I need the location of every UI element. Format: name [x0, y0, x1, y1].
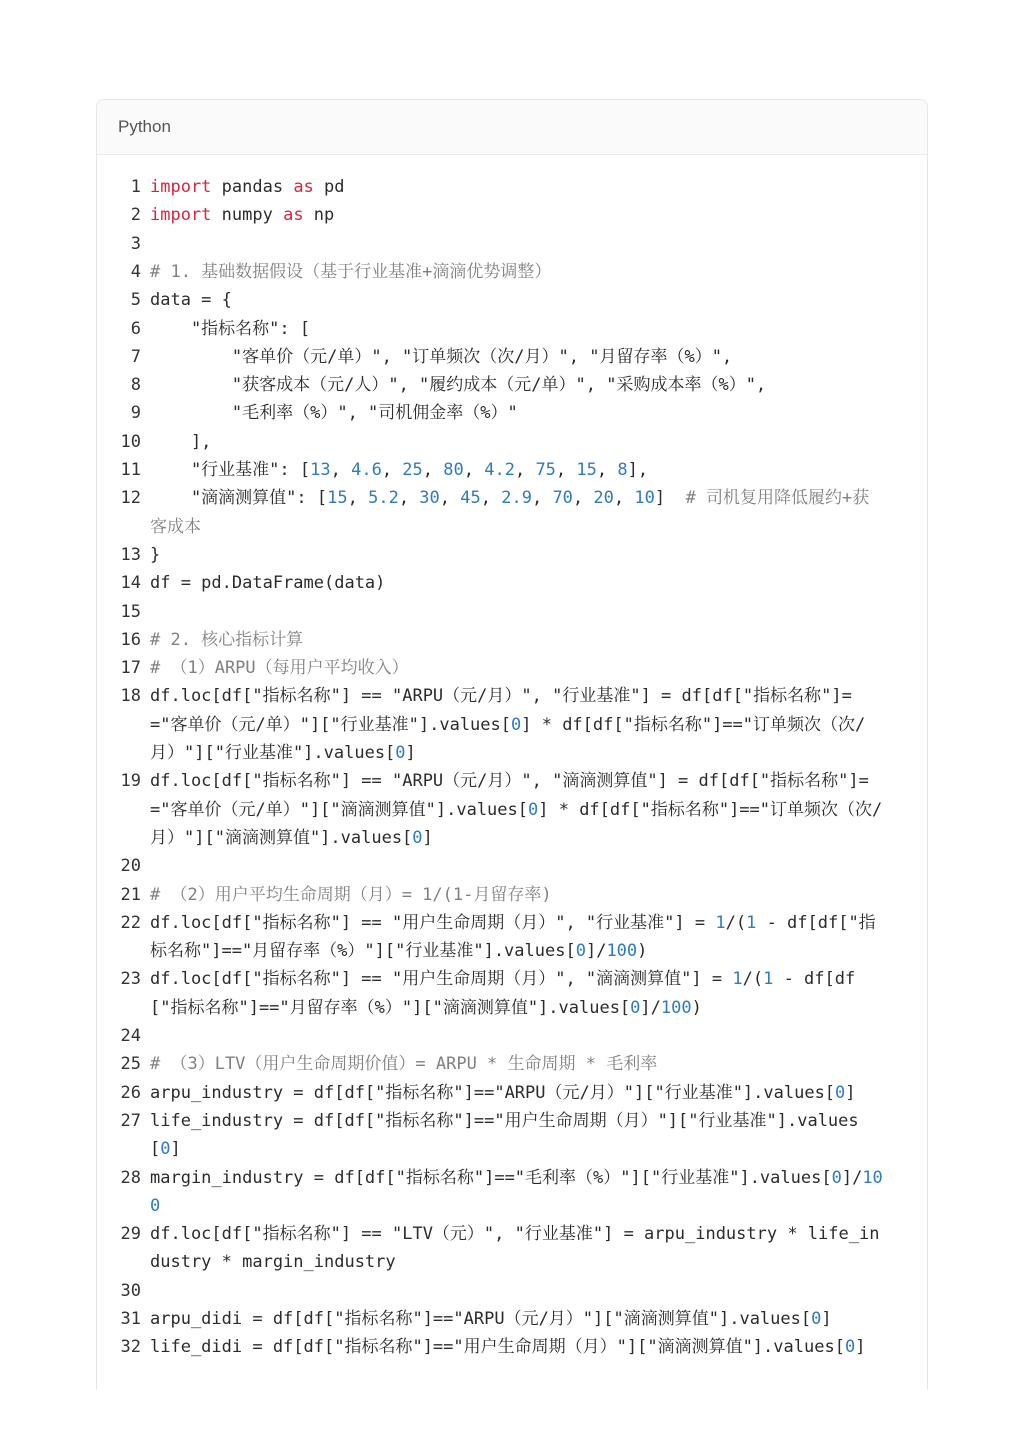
code-line: [97, 541, 927, 569]
text-token: ,: [422, 460, 444, 480]
text-token: ] * df[df["指标名称"]=="订单频次（次/: [521, 714, 866, 735]
code-text: [150, 1135, 181, 1163]
line-number: 19: [120, 771, 141, 792]
number-token: 13: [310, 460, 331, 480]
number-token: 100: [606, 941, 638, 962]
text-token: df.loc[df["指标名称"] == "用户生命周期（月）", "行业基准"] =: [150, 912, 716, 933]
line-number: 24: [120, 1026, 141, 1046]
line-number: 29: [120, 1224, 141, 1245]
number-token: 10: [634, 488, 655, 509]
number-token: 4.2: [484, 460, 515, 480]
text-token: - df[df["指: [756, 912, 876, 933]
number-token: 20: [593, 488, 614, 509]
code-line: [97, 201, 927, 229]
line-number: 23: [120, 969, 141, 990]
code-line: [97, 1333, 927, 1361]
text-token: df.loc[df["指标名称"] == "ARPU（元/月）", "行业基准"] = df[df["指标名称"]=: [150, 686, 852, 707]
text-token: ,: [439, 488, 461, 509]
number-token: 1: [715, 912, 726, 933]
code-text: [150, 513, 201, 541]
number-token: 0: [835, 1082, 846, 1103]
code-text: [150, 654, 409, 682]
line-number: 9: [130, 403, 141, 424]
line-number: 26: [120, 1082, 141, 1103]
number-token: 8: [617, 460, 628, 480]
code-text: [150, 1050, 657, 1078]
code-text: [150, 484, 869, 512]
code-text: [150, 824, 433, 852]
code-line: [97, 173, 927, 201]
number-token: 15: [576, 460, 597, 480]
comment-token: 客成本: [150, 516, 201, 537]
code-line: [97, 1079, 927, 1107]
number-token: 0: [528, 799, 539, 820]
line-number: 5: [130, 290, 141, 311]
code-line: [97, 881, 927, 909]
text-token: ]/: [585, 941, 607, 962]
line-number: 8: [130, 375, 141, 396]
code-line: [97, 371, 927, 399]
code-text: [150, 428, 211, 456]
text-token: 月）"]["行业基准"].values[: [150, 742, 396, 763]
code-text: [150, 739, 416, 767]
code-text: [150, 1107, 859, 1135]
line-number: 13: [120, 544, 141, 565]
code-text: [150, 1305, 832, 1333]
text-token: np: [303, 205, 335, 226]
number-token: 70: [552, 488, 573, 509]
text-token: ]: [845, 1082, 856, 1103]
line-number: 32: [120, 1337, 141, 1358]
text-token: df.loc[df["指标名称"] == "用户生命周期（月）", "滴滴测算值"] =: [150, 969, 733, 990]
number-token: 80: [443, 460, 464, 480]
text-token: ,: [613, 488, 635, 509]
code-line: [97, 1277, 927, 1305]
comment-token: # 2. 核心指标计算: [150, 629, 304, 650]
text-token: ,: [480, 488, 502, 509]
text-token: arpu_didi = df[df["指标名称"]=="ARPU（元/月）"]["滴滴测算值"].values[: [150, 1309, 812, 1329]
code-text: [150, 682, 852, 710]
text-token: ]: [170, 1139, 181, 1160]
code-line: [97, 428, 927, 456]
text-token: ],: [150, 431, 212, 452]
code-line: [97, 1220, 927, 1277]
code-text: [150, 258, 551, 286]
line-number: 11: [120, 460, 141, 480]
code-line: [97, 1164, 927, 1221]
code-line: [97, 399, 927, 427]
code-line: [97, 1107, 927, 1164]
code-line: [97, 286, 927, 314]
code-text: [150, 1220, 879, 1248]
number-token: 100: [660, 997, 692, 1018]
text-token: dustry * margin_industry: [150, 1252, 396, 1273]
number-token: 4.6: [351, 460, 382, 480]
line-number: 15: [120, 601, 141, 622]
comment-token: # （3）LTV（用户生命周期价值）= ARPU * 生命周期 * 毛利率: [150, 1054, 658, 1075]
line-number: 25: [120, 1054, 141, 1075]
text-token: ,: [330, 460, 352, 480]
code-text: [150, 286, 232, 314]
text-token: 标名称"]=="月留存率（%）"]["行业基准"].values[: [150, 941, 576, 962]
line-number: 6: [130, 318, 141, 339]
text-token: ,: [347, 488, 369, 509]
text-token: ]: [855, 1337, 866, 1358]
code-line: [97, 1022, 927, 1050]
comment-token: # （1）ARPU（每用户平均收入）: [150, 658, 409, 679]
code-text: [150, 937, 647, 965]
code-text: [150, 371, 766, 399]
code-line: [97, 315, 927, 343]
text-token: margin_industry = df[df["指标名称"]=="毛利率（%）"]["行业基准"].values[: [150, 1167, 832, 1188]
text-token: "指标名称": [: [150, 318, 311, 339]
text-token: data = {: [150, 290, 232, 311]
code-text: [150, 1192, 160, 1220]
line-number: 20: [120, 856, 141, 877]
code-line: [97, 654, 927, 682]
number-token: 0: [412, 827, 423, 848]
code-line: [97, 1050, 927, 1078]
number-token: 0: [575, 941, 586, 962]
text-token: ]/: [841, 1167, 863, 1188]
keyword-token: as: [293, 177, 314, 197]
code-text: [150, 1164, 883, 1192]
code-line: [97, 484, 927, 541]
code-text: [150, 343, 732, 371]
text-token: ): [691, 997, 702, 1018]
number-token: 0: [395, 742, 406, 763]
code-text: [150, 626, 303, 654]
text-token: 月）"]["滴滴测算值"].values[: [150, 827, 413, 848]
number-token: 2.9: [501, 488, 532, 509]
number-token: 30: [419, 488, 440, 509]
text-token: "滴滴测算值": [: [150, 488, 328, 509]
keyword-token: import: [150, 177, 212, 197]
text-token: ="客单价（元/单）"]["滴滴测算值"].values[: [150, 799, 528, 820]
line-number: 4: [130, 261, 141, 282]
text-token: ]/: [640, 997, 661, 1018]
number-token: 1: [746, 912, 757, 933]
text-token: "客单价（元/单）", "订单频次（次/月）", "月留存率（%）",: [150, 346, 733, 367]
code-line: [97, 909, 927, 966]
text-token: "毛利率（%）", "司机佣金率（%）": [150, 403, 518, 424]
line-number: 16: [120, 629, 141, 650]
text-token: ]: [821, 1309, 832, 1329]
number-token: 0: [630, 997, 641, 1018]
line-number: 28: [120, 1167, 141, 1188]
code-text: [150, 315, 310, 343]
line-number: 7: [130, 346, 141, 367]
number-token: 0: [150, 1195, 161, 1216]
number-token: 0: [844, 1337, 856, 1358]
code-text: [150, 881, 552, 909]
number-token: 45: [460, 488, 481, 509]
text-token: ,: [463, 460, 485, 480]
code-line: [97, 258, 927, 286]
text-token: numpy: [211, 205, 284, 226]
text-token: ,: [514, 460, 536, 480]
text-token: ,: [555, 460, 577, 480]
code-text: [150, 541, 160, 569]
code-line: [97, 456, 927, 484]
comment-token: # 司机复用降低履约+获: [685, 488, 870, 509]
text-token: ] * df[df["指标名称"]=="订单频次（次/: [538, 799, 883, 820]
number-token: 5.2: [368, 488, 399, 509]
text-token: ): [637, 941, 648, 962]
text-token: ,: [572, 488, 594, 509]
line-number: 12: [120, 488, 141, 509]
text-token: ]: [654, 488, 686, 509]
number-token: 1: [732, 969, 743, 990]
text-token: }: [150, 544, 161, 565]
number-token: 10: [862, 1167, 883, 1188]
text-token: ,: [596, 460, 618, 480]
text-token: df.loc[df["指标名称"] == "ARPU（元/月）", "滴滴测算值"] = df[df["指标名称"]=: [150, 771, 869, 792]
code-line: [97, 852, 927, 880]
line-number: 2: [130, 205, 141, 226]
number-token: 1: [763, 969, 774, 990]
text-token: - df[df: [773, 969, 856, 990]
keyword-token: import: [150, 205, 212, 226]
code-block-header: [97, 100, 927, 155]
code-text: [150, 1333, 865, 1361]
text-token: "获客成本（元/人）", "履约成本（元/单）", "采购成本率（%）",: [150, 375, 767, 396]
text-token: df.loc[df["指标名称"] == "LTV（元）", "行业基准"] = arpu_industry * life_in: [150, 1224, 880, 1245]
text-token: ],: [627, 460, 649, 480]
line-number: 14: [120, 573, 141, 594]
number-token: 0: [811, 1309, 822, 1329]
code-line: [97, 626, 927, 654]
text-token: df = pd.DataFrame(data): [150, 573, 386, 594]
text-token: life_industry = df[df["指标名称"]=="用户生命周期（月）"]["行业基准"].values: [150, 1110, 859, 1131]
line-number: 22: [120, 912, 141, 933]
code-text: [150, 1079, 856, 1107]
line-number: 3: [130, 233, 141, 254]
text-token: ,: [398, 488, 420, 509]
text-token: ="客单价（元/单）"]["行业基准"].values[: [150, 714, 511, 735]
code-text: [150, 201, 334, 229]
text-token: ["指标名称"]=="月留存率（%）"]["滴滴测算值"].values[: [150, 997, 631, 1018]
code-text: [150, 994, 702, 1022]
code-text: [150, 456, 648, 484]
text-token: arpu_industry = df[df["指标名称"]=="ARPU（元/月）"]["行业基准"].values[: [150, 1082, 836, 1103]
line-number: 17: [120, 658, 141, 679]
code-text: [150, 399, 518, 427]
number-token: 0: [160, 1139, 171, 1160]
text-token: /(: [725, 912, 747, 933]
code-line: [97, 569, 927, 597]
line-number: 21: [120, 884, 141, 905]
code-text: [150, 796, 882, 824]
code-text: [150, 767, 869, 795]
keyword-token: as: [283, 205, 304, 226]
text-token: ,: [381, 460, 403, 480]
number-token: 75: [535, 460, 556, 480]
text-token: "行业基准": [: [150, 460, 311, 480]
text-token: pd: [313, 177, 345, 197]
line-number: 1: [130, 177, 141, 197]
code-text: [150, 909, 876, 937]
code-text: [150, 711, 865, 739]
code-line: [97, 767, 927, 852]
comment-token: # （2）用户平均生命周期（月）= 1/(1-月留存率): [150, 884, 552, 905]
code-line: [97, 230, 927, 258]
number-token: 15: [327, 488, 348, 509]
line-number: 10: [120, 431, 141, 452]
text-token: [: [150, 1139, 161, 1160]
number-token: 25: [402, 460, 423, 480]
code-line: [97, 682, 927, 767]
line-number: 27: [120, 1110, 141, 1131]
code-line: [97, 1305, 927, 1333]
comment-token: # 1. 基础数据假设（基于行业基准+滴滴优势调整）: [150, 261, 552, 282]
text-token: life_didi = df[df["指标名称"]=="用户生命周期（月）"]["滴滴测算值"].values[: [150, 1337, 845, 1358]
language-label: Python: [118, 117, 171, 136]
text-token: ]: [405, 742, 416, 763]
line-number: 31: [120, 1309, 141, 1329]
code-block: [96, 99, 928, 1390]
code-line: [97, 343, 927, 371]
code-line: [97, 598, 927, 626]
code-text: [150, 173, 345, 201]
text-token: pandas: [211, 177, 294, 197]
code-text: [150, 965, 855, 993]
text-token: ,: [531, 488, 553, 509]
code-line: [97, 965, 927, 1022]
code-text: [150, 569, 385, 597]
text-token: ]: [422, 827, 433, 848]
text-token: /(: [742, 969, 764, 990]
number-token: 0: [511, 714, 522, 735]
number-token: 0: [831, 1167, 842, 1188]
line-number: 18: [120, 686, 141, 707]
line-number: 30: [120, 1280, 141, 1301]
code-text: [150, 1248, 396, 1276]
